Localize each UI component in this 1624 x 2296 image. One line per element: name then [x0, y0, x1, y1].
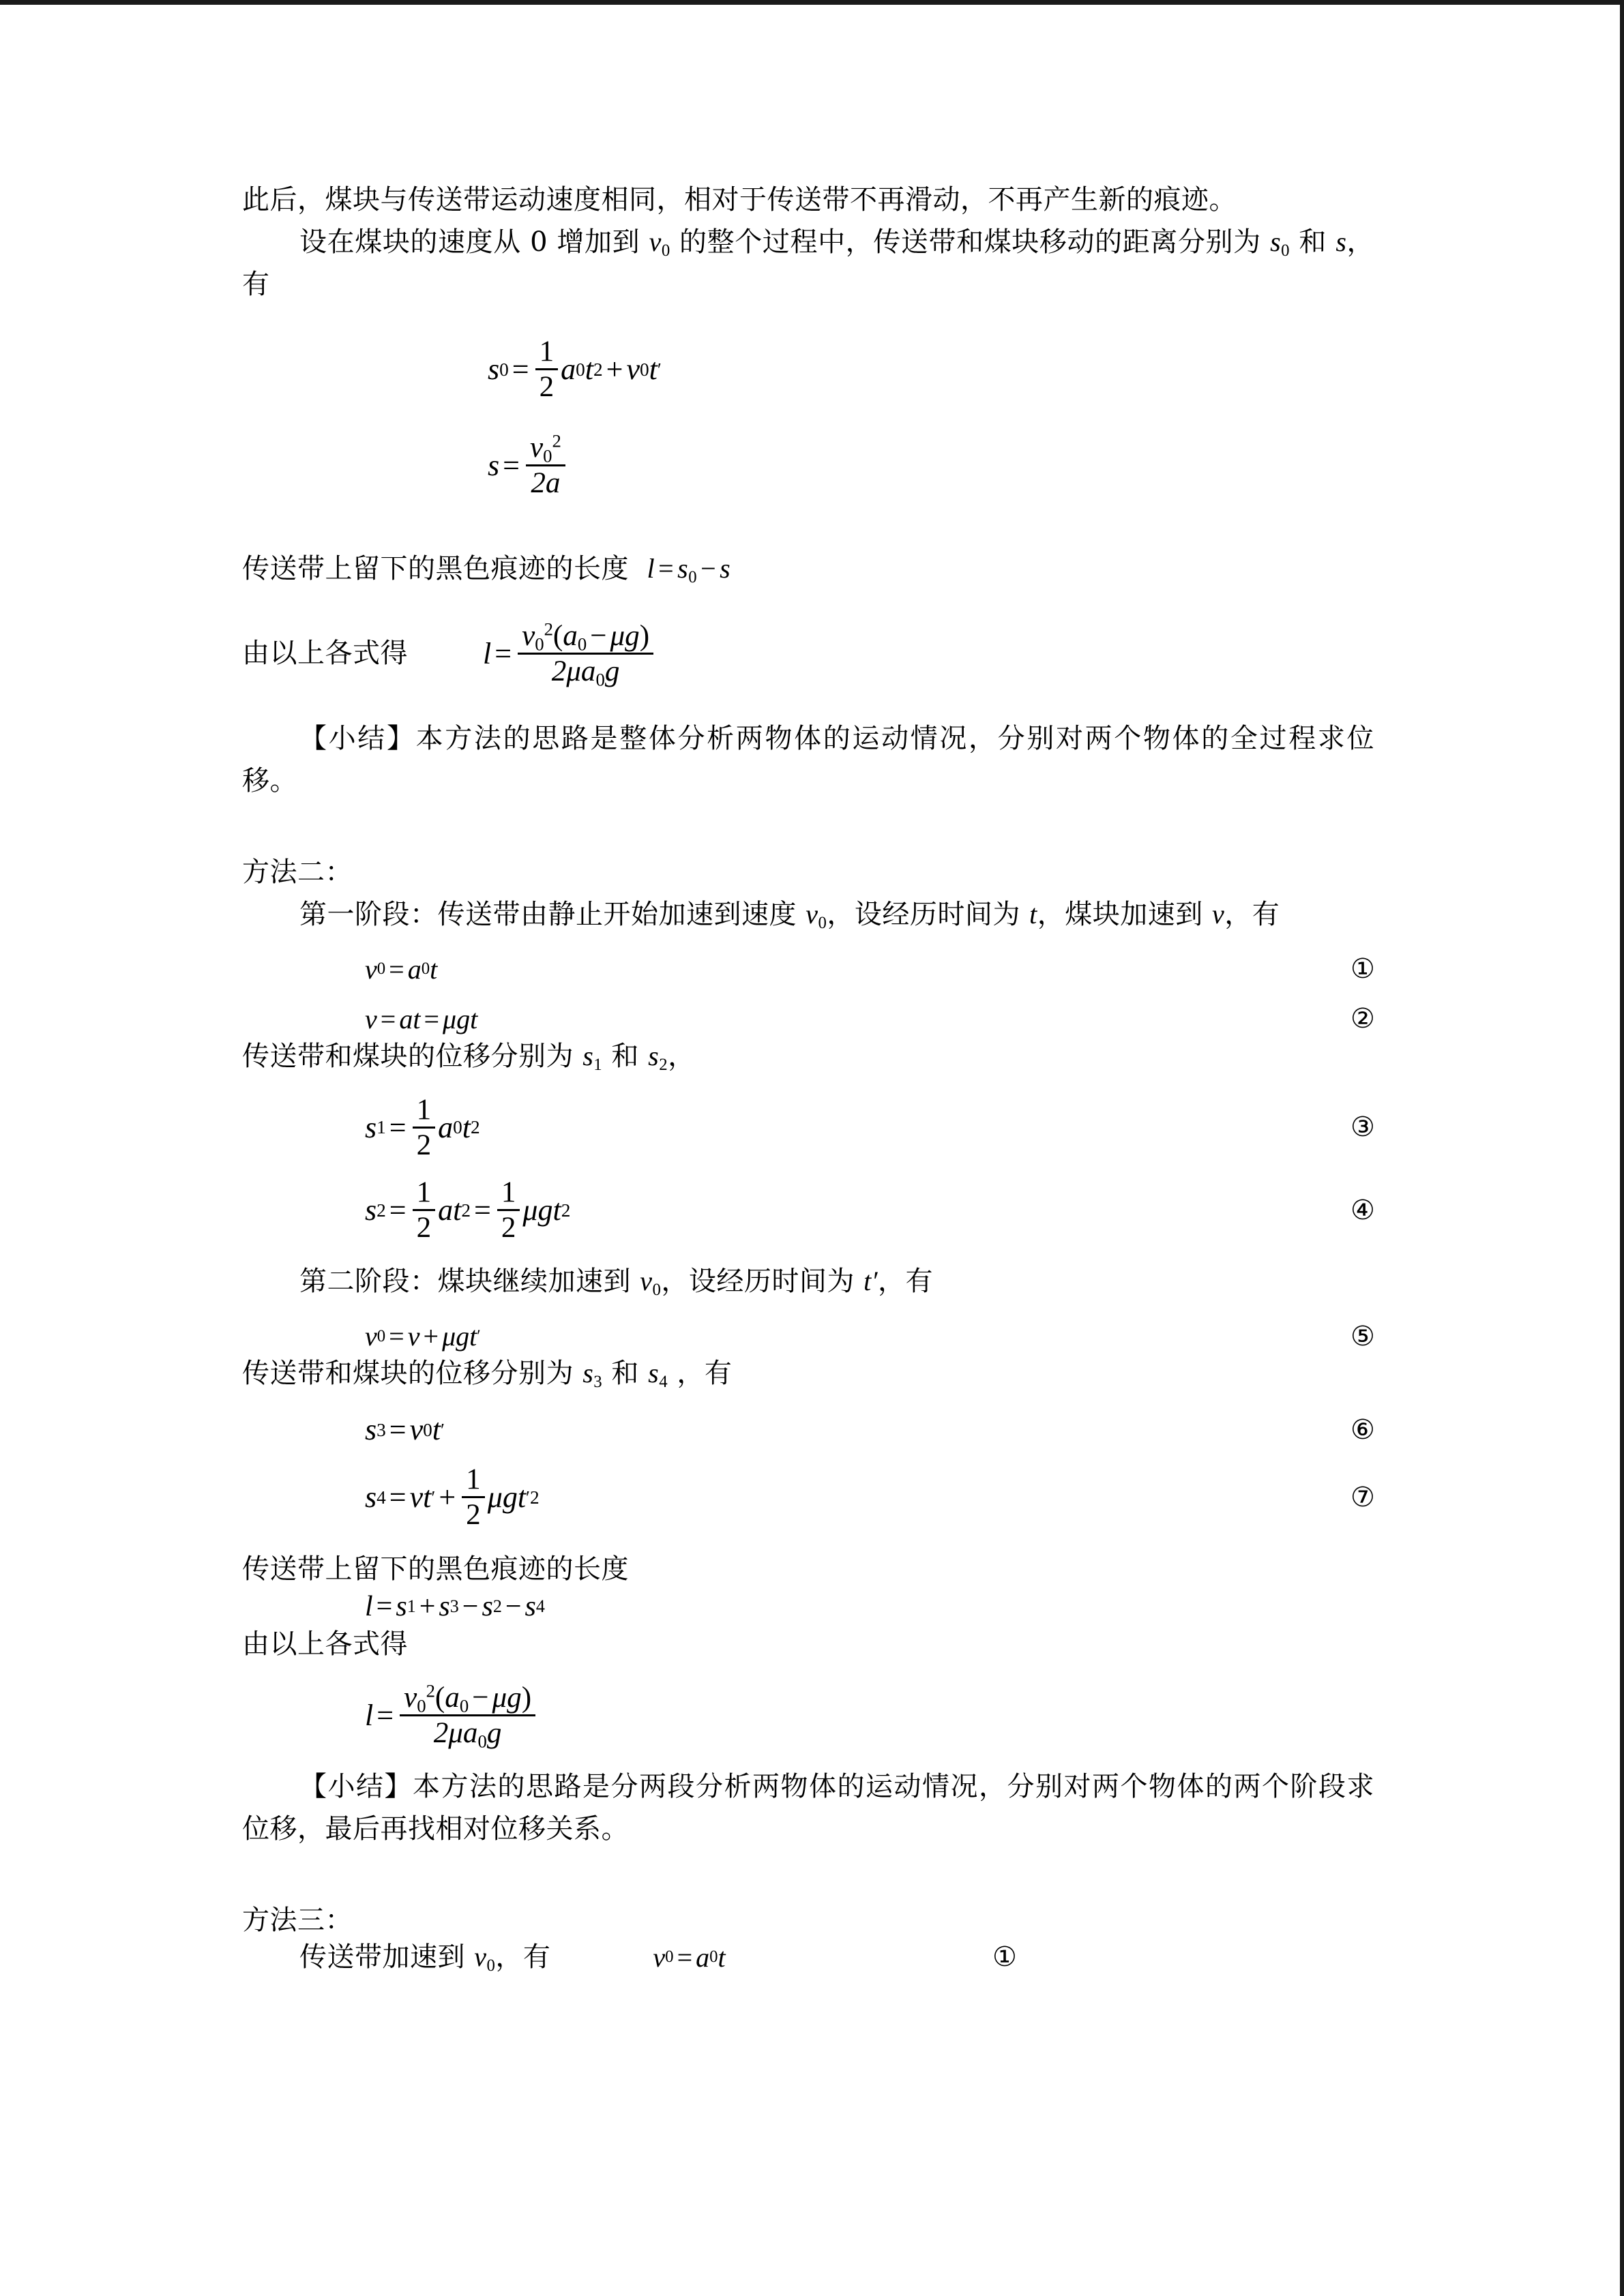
method-2-derive-equation: l = $\frac{v_0^2(a_0 - \mu g)}{2\mu a_0g}$ — [242, 1683, 1374, 1748]
summary-block-1 — [242, 717, 1374, 802]
stage1-text-c: ，煤块加速到 — [1037, 898, 1212, 930]
stage2-text-a: 第二阶段：煤块继续加速到 — [299, 1266, 640, 1298]
method-3-title: 方法三： — [242, 1904, 353, 1936]
method-3-equation-number-1: ① — [992, 1941, 1017, 1973]
paragraph-setup — [242, 221, 1374, 305]
method-2-title: 方法二： — [242, 856, 353, 888]
display-formula-s: s = $\frac{v_0^2}{2a}$ — [242, 433, 1374, 498]
summary-text-1: 本方法的思路是整体分析两物体的运动情况，分别对两个物体的全过程求位移。 — [242, 722, 1375, 796]
setup-text-d: ，有 — [242, 226, 1374, 300]
equation-row-2: v = a t = μ g t ② — [365, 1003, 1375, 1035]
setup-text-b: 的整个过程中，传送带和煤块移动的距离分别为 — [670, 226, 1271, 258]
inline-math-s: s — [1335, 226, 1347, 257]
setup-text-c: 和 — [1290, 226, 1336, 258]
fraction-final-l-2: $\frac{v_0^2(a_0 - \mu g)}{2\mu a_0g}$ — [400, 1683, 535, 1748]
fraction-one-half-eq4b: $\frac{1}{2}$ — [497, 1178, 520, 1242]
inline-eq-l-s0-s: $l = s_0 - s$ — [647, 552, 731, 586]
equation-row-1: v 0 = a 0 t ① — [365, 953, 1375, 985]
disp2-text-b: 和 — [602, 1358, 649, 1390]
inline-math-v-stage1: v — [1211, 898, 1225, 929]
fraction-one-half-eq7: $\frac{1}{2}$ — [462, 1465, 485, 1530]
stage1-text-b: ，设经历时间为 — [827, 898, 1030, 930]
derive-label-1: 由以上各式得 — [242, 638, 408, 670]
page-content — [242, 179, 1375, 1976]
stage1-text-a: 第一阶段：传送带由静止开始加速到速度 — [299, 898, 806, 930]
method-2-trace-equation: l = s 1 + s 3 − s 2 − s 4 — [365, 1590, 545, 1622]
paragraph-aftermath: 此后，煤块与传送带运动速度相同，相对于传送带不再滑动，不再产生新的痕迹。 — [242, 184, 1237, 215]
inline-math-t-stage1: t — [1029, 898, 1037, 929]
equation-row-3: s 1 = $\frac{1}{2}$ a 0 t 2 ③ — [365, 1093, 1375, 1161]
inline-math-s3: $s_3$ — [582, 1358, 603, 1392]
summary-tag-1: 【小结】 — [299, 722, 416, 754]
equation-row-6: s 3 = v 0 t ′ ⑥ — [365, 1413, 1375, 1447]
stage2-text-b: ，设经历时间为 — [661, 1266, 864, 1298]
equation-number-3: ③ — [1350, 1112, 1375, 1144]
inline-math-s0: $s_0$ — [1270, 226, 1290, 260]
equation-number-7: ⑦ — [1350, 1481, 1375, 1513]
disp1-text-a: 传送带和煤块的位移分别为 — [242, 1040, 583, 1072]
inline-math-s4: $s_4$ — [648, 1358, 668, 1392]
derive-row-1: 由以上各式得 l = $\frac{v_0^2(a_0 - \mu g)}{2\mu a_0g}$ — [242, 621, 1374, 686]
inline-math-v0-stage2: $v_0$ — [640, 1266, 662, 1300]
method3-text-a: 传送带加速到 — [299, 1941, 475, 1973]
fraction-one-half-eq3: $\frac{1}{2}$ — [413, 1095, 436, 1160]
method-2-stage-2-text — [242, 1260, 1374, 1302]
equation-row-4: s 2 = $\frac{1}{2}$ a t 2 = $\frac{1}{2}$ μ g t 2 ④ — [365, 1176, 1375, 1244]
line-trace-length-1 — [242, 548, 1374, 590]
summary-text-2: 本方法的思路是分两段分析两物体的运动情况，分别对两个物体的两个阶段求位移，最后再找相对位移关系。 — [242, 1770, 1374, 1845]
inline-math-v0-method3: $v_0$ — [474, 1941, 496, 1976]
equation-number-2: ② — [1350, 1003, 1375, 1035]
method-2-derive-label: 由以上各式得 — [242, 1628, 408, 1660]
method-2-displacement-line-1 — [242, 1035, 1374, 1077]
inline-math-s2: $s_2$ — [648, 1040, 668, 1074]
stage2-text-c: ，有 — [877, 1266, 933, 1298]
fraction-v0sq-over-2a: $\frac{v_0^2}{2a}$ — [526, 433, 565, 498]
stage1-text-d: ，有 — [1224, 898, 1280, 930]
equation-number-4: ④ — [1350, 1194, 1375, 1226]
method-2-trace-label: 传送带上留下的黑色痕迹的长度 — [242, 1553, 629, 1585]
fraction-one-half-eq4a: $\frac{1}{2}$ — [413, 1178, 436, 1242]
method-3-line: 传送带加速到 $v_0$，有 v 0 = a 0 t ① — [242, 1941, 1374, 1973]
disp2-text-c: ，有 — [668, 1358, 733, 1390]
disp1-text-b: 和 — [602, 1040, 649, 1072]
inline-math-tprime-stage2: t′ — [863, 1266, 878, 1297]
disp1-text-c: ， — [668, 1040, 696, 1072]
method-2-displacement-line-2 — [242, 1352, 1374, 1395]
inline-math-v0: $v_0$ — [649, 226, 670, 260]
fraction-one-half: $\frac{1}{2}$ — [535, 337, 559, 402]
inline-math-s1: $s_1$ — [582, 1040, 603, 1074]
equation-number-1: ① — [1350, 953, 1375, 985]
equation-number-6: ⑥ — [1350, 1414, 1375, 1446]
summary-tag-2: 【小结】 — [299, 1770, 413, 1802]
method3-text-b: ，有 — [495, 1941, 551, 1973]
trace-label-1: 传送带上留下的黑色痕迹的长度 — [242, 552, 629, 584]
method-2-stage-1-text — [242, 893, 1374, 936]
fraction-final-l-1: $\frac{v_0^2(a_0 - \mu g)}{2\mu a_0g}$ — [518, 621, 653, 686]
disp2-text-a: 传送带和煤块的位移分别为 — [242, 1358, 583, 1390]
equation-number-5: ⑤ — [1350, 1320, 1375, 1352]
inline-math-v0-stage1: $v_0$ — [806, 898, 827, 932]
equation-row-5: v 0 = v + μ g t ′ ⑤ — [365, 1320, 1375, 1352]
equation-row-7: s 4 = v t ′ + $\frac{1}{2}$ μ g t ′2 ⑦ — [365, 1463, 1375, 1532]
display-formula-s0: s 0 = $\frac{1}{2}$ a 0 t 2 + v 0 t ′ — [488, 336, 662, 404]
summary-block-2 — [242, 1765, 1374, 1850]
method-3-text — [242, 1941, 551, 1976]
setup-text-a: 设在煤块的速度从 0 增加到 — [299, 226, 649, 258]
